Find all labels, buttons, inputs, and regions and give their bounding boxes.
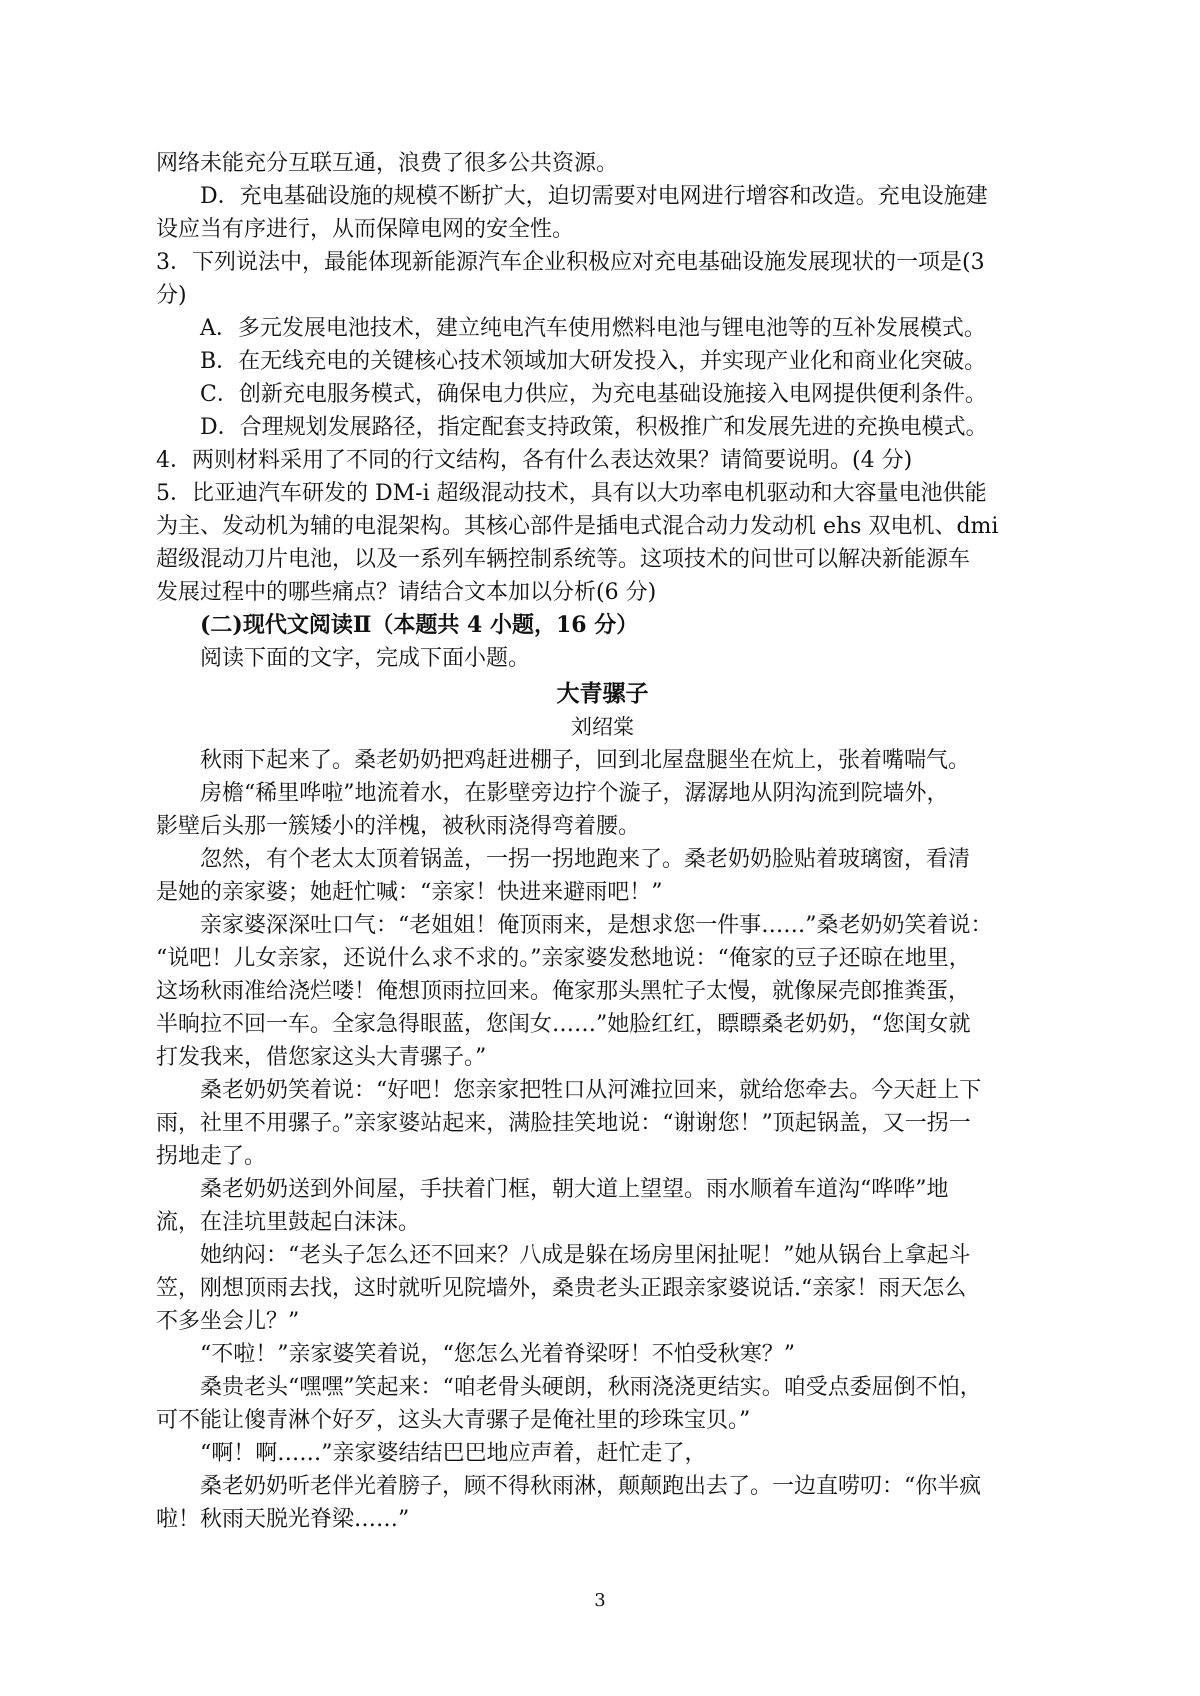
story-paragraph	[156, 843, 1049, 909]
story-line: 亲家婆深深吐口气：“老姐姐！俺顶雨来，是想求您一件事……”桑老奶奶笑着说：	[200, 913, 993, 938]
story-paragraph	[156, 1074, 1049, 1173]
q3-option-d: D．合理规划发展路径，指定配套支持政策，积极推广和发展先进的充换电模式。	[200, 415, 988, 440]
page-content	[156, 147, 1049, 1536]
q2-option-d-continuation: 网络未能充分互联互通，浪费了很多公共资源。	[156, 151, 619, 176]
story-line: 打发我来，借您家这头大青骡子。”	[156, 1045, 487, 1070]
story-line: “不啦！”亲家婆笑着说，“您怎么光着脊梁呀！不怕受秋寒？”	[200, 1342, 795, 1367]
story-line: 不多坐会儿？”	[156, 1309, 300, 1334]
story-line: 秋雨下起来了。桑老奶奶把鸡赶进棚子，回到北屋盘腿坐在炕上，张着嘴喘气。	[200, 748, 971, 773]
q2-option-d-line1: D．充电基础设施的规模不断扩大，迫切需要对电网进行增容和改造。充电设施建	[200, 184, 988, 209]
story-line: 半晌拉不回一车。全家急得眼蓝，您闺女……”她脸红红，瞟瞟桑老奶奶，“您闺女就	[156, 1012, 971, 1037]
q5-line2: 为主、发动机为辅的电混架构。其核心部件是插电式混合动力发动机 ehs 双电机、dmi	[156, 514, 999, 539]
story-line: 忽然，有个老太太顶着锅盖，一拐一拐地跑来了。桑老奶奶脸贴着玻璃窗，看清	[200, 847, 971, 872]
story-paragraph	[156, 1338, 1049, 1371]
story-line: “啊！啊……”亲家婆结结巴巴地应声着，赶忙走了，	[200, 1441, 707, 1466]
q2-option-d-line2: 设应当有序进行，从而保障电网的安全性。	[156, 217, 575, 242]
section-instruction: 阅读下面的文字，完成下面小题。	[200, 646, 531, 671]
story-line: 桑老奶奶笑着说：“好吧！您亲家把牲口从河滩拉回来，就给您牵去。今天赶上下	[200, 1078, 982, 1103]
story-line: 影壁后头那一簇矮小的洋槐，被秋雨浇得弯着腰。	[156, 814, 641, 839]
story-author: 刘绍棠	[571, 715, 634, 739]
story-line: 流，在洼坑里鼓起白沫沫。	[156, 1210, 421, 1235]
story-line: 房檐“稀里哗啦”地流着水，在影壁旁边拧个漩子，潺潺地从阴沟流到院墙外，	[200, 781, 949, 806]
page-number: 3	[594, 1590, 606, 1611]
story-line: 笠，刚想顶雨去找，这时就听见院墙外，桑贵老头正跟亲家婆说话.“亲家！雨天怎么	[156, 1276, 967, 1301]
story-line: 拐地走了。	[156, 1144, 267, 1169]
story-line: 桑老奶奶听老伴光着膀子，顾不得秋雨淋，颠颠跑出去了。一边直唠叨：“你半疯	[200, 1474, 982, 1499]
story-line: 桑贵老头“嘿嘿”笑起来：“咱老骨头硬朗，秋雨浇浇更结实。咱受点委屈倒不怕，	[200, 1375, 982, 1400]
section-heading: (二)现代文阅读Ⅱ（本题共 4 小题，16 分）	[200, 612, 639, 638]
story-paragraph	[156, 777, 1049, 843]
story-body	[156, 744, 1049, 1536]
story-line: 这场秋雨准给浇烂喽！俺想顶雨拉回来。俺家那头黑牤子太慢，就像屎壳郎推粪蛋，	[156, 979, 971, 1004]
story-paragraph	[156, 1239, 1049, 1338]
story-line: 是她的亲家婆；她赶忙喊：“亲家！快进来避雨吧！”	[156, 880, 663, 905]
q5-line4: 发展过程中的哪些痛点？请结合文本加以分析(6 分)	[156, 580, 657, 605]
story-line: 雨，社里不用骡子。”亲家婆站起来，满脸挂笑地说：“谢谢您！”顶起锅盖，又一拐一	[156, 1111, 971, 1136]
story-line: 她纳闷：“老头子怎么还不回来？八成是躲在场房里闲扯呢！”她从锅台上拿起斗	[200, 1243, 971, 1268]
q3-option-c: C．创新充电服务模式，确保电力供应，为充电基础设施接入电网提供便利条件。	[200, 382, 987, 407]
q3-stem-line1: 3．下列说法中，最能体现新能源汽车企业积极应对充电基础设施发展现状的一项是(3	[156, 250, 985, 275]
story-paragraph	[156, 1371, 1049, 1437]
q3-option-b: B．在无线充电的关键核心技术领域加大研发投入，并实现产业化和商业化突破。	[200, 349, 987, 374]
story-paragraph	[156, 1470, 1049, 1536]
story-paragraph	[156, 744, 1049, 777]
story-line: 可不能让傻青淋个好歹，这头大青骡子是俺社里的珍珠宝贝。”	[156, 1408, 751, 1433]
q5-line3: 超级混动刀片电池，以及一系列车辆控制系统等。这项技术的问世可以解决新能源车	[156, 547, 971, 572]
story-title: 大青骡子	[556, 681, 649, 707]
story-line: 桑老奶奶送到外间屋，手扶着门框，朝大道上望望。雨水顺着车道沟“哗哗”地	[200, 1177, 949, 1202]
q4-stem: 4．两则材料采用了不同的行文结构，各有什么表达效果？请简要说明。(4 分)	[156, 448, 913, 473]
q3-option-a: A．多元发展电池技术，建立纯电汽车使用燃料电池与锂电池等的互补发展模式。	[200, 316, 986, 341]
story-paragraph	[156, 1437, 1049, 1470]
story-paragraph	[156, 909, 1049, 1074]
story-line: 啦！秋雨天脱光脊梁……”	[156, 1507, 410, 1532]
q3-stem-line2: 分)	[156, 283, 187, 308]
story-line: “说吧！儿女亲家，还说什么求不求的。”亲家婆发愁地说：“俺家的豆子还晾在地里，	[156, 946, 971, 971]
story-paragraph	[156, 1173, 1049, 1239]
q5-line1: 5．比亚迪汽车研发的 DM-i 超级混动技术，具有以大功率电机驱动和大容量电池供能	[156, 481, 987, 506]
